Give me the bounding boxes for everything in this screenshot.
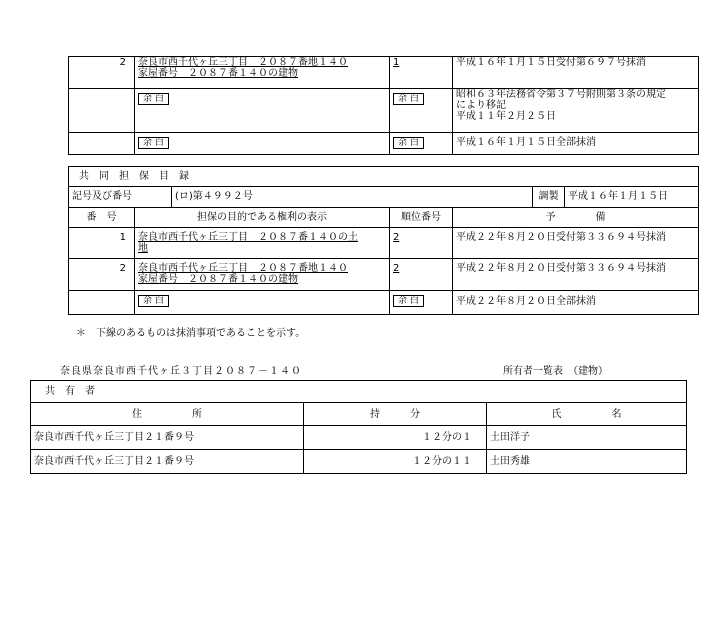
remarks: 平成１６年１月１５日全部抹消	[453, 133, 699, 155]
blank-stamp: 余 白	[138, 295, 169, 307]
remarks	[453, 89, 699, 133]
owner-address: 奈良市西千代ヶ丘三丁目２１番９号	[31, 426, 304, 450]
order-number	[390, 133, 453, 155]
owner-group-row	[31, 381, 687, 403]
description-line: 地	[138, 243, 148, 254]
owner-name: 土田洋子	[487, 426, 687, 450]
owner-name: 土田秀雄	[487, 450, 687, 474]
owner-row	[31, 450, 687, 474]
header-remarks: 予 備	[453, 208, 699, 228]
blank-stamp: 余 白	[138, 93, 169, 105]
record-label: 記号及び番号	[69, 187, 172, 208]
owner-table	[30, 380, 687, 474]
table-row	[69, 259, 699, 291]
owner-address: 奈良市西千代ヶ丘三丁目２１番９号	[31, 450, 304, 474]
header-num: 番 号	[69, 208, 135, 228]
table-row	[69, 57, 699, 89]
remarks: 平成２２年８月２０日全部抹消	[453, 291, 699, 315]
record-value: (ロ)第４９９２号	[172, 187, 533, 208]
remarks: 平成２２年８月２０日受付第３３６９４号抹消	[453, 228, 699, 259]
row-number	[69, 133, 135, 155]
blank-stamp: 余 白	[393, 137, 424, 149]
collateral-table	[68, 166, 699, 315]
owner-share: １２分の１	[304, 426, 487, 450]
remarks: 平成２２年８月２０日受付第３３６９４号抹消	[453, 259, 699, 291]
order-number	[390, 228, 453, 259]
order-number	[390, 259, 453, 291]
header-row	[69, 208, 699, 228]
owner-row	[31, 426, 687, 450]
record-row	[69, 187, 699, 208]
row-number	[69, 89, 135, 133]
prepared-value: 平成１６年１月１５日	[565, 187, 699, 208]
remarks-line: により移記	[456, 100, 506, 111]
description-line: 家屋番号 ２０８７番１４０の建物	[138, 68, 298, 79]
description-line: 家屋番号 ２０８７番１４０の建物	[138, 274, 298, 285]
right-description	[135, 291, 390, 315]
blank-stamp: 余 白	[393, 295, 424, 307]
right-description	[135, 57, 390, 89]
collateral-title-row	[69, 167, 699, 187]
table-row	[69, 228, 699, 259]
owner-header-row	[31, 403, 687, 426]
table-row	[69, 89, 699, 133]
header-description: 担保の目的である権利の表示	[135, 208, 390, 228]
remarks-line: 平成１１年２月２５日	[456, 111, 556, 122]
header-name: 氏 名	[487, 403, 687, 426]
header-address: 住 所	[31, 403, 304, 426]
description-line: 奈良市西千代ヶ丘三丁目 ２０８７番地１４０	[138, 263, 348, 274]
right-description	[135, 259, 390, 291]
remarks-line: 昭和６３年法務省令第３７号附則第３条の規定	[456, 89, 666, 100]
header-order: 順位番号	[390, 208, 453, 228]
blank-stamp: 余 白	[393, 93, 424, 105]
co-owner-label: 共 有 者	[31, 381, 687, 403]
header-share: 持 分	[304, 403, 487, 426]
prepared-label: 調製	[533, 187, 565, 208]
order-number-text: 2	[393, 263, 400, 274]
order-number	[390, 291, 453, 315]
order-number-text: 1	[393, 57, 400, 68]
right-description	[135, 228, 390, 259]
right-description	[135, 89, 390, 133]
right-description	[135, 133, 390, 155]
description-line: 奈良市西千代ヶ丘三丁目 ２０８７番１４０の土	[138, 232, 358, 243]
owner-list-title: 所有者一覧表 （建物）	[503, 366, 608, 377]
property-location: 奈良県奈良市西千代ヶ丘３丁目２０８７－１４０	[60, 366, 302, 377]
order-number	[390, 57, 453, 89]
row-number: 2	[69, 259, 135, 291]
remarks: 平成１６年１月１５日受付第６９７号抹消	[453, 57, 699, 89]
strikethrough-note: ＊ 下線のあるものは抹消事項であることを示す。	[76, 328, 306, 339]
row-number: 1	[69, 228, 135, 259]
row-number: 2	[69, 57, 135, 89]
top-register-table	[68, 56, 699, 155]
table-row	[69, 133, 699, 155]
owner-share: １２分の１１	[304, 450, 487, 474]
table-row	[69, 291, 699, 315]
blank-stamp: 余 白	[138, 137, 169, 149]
order-number	[390, 89, 453, 133]
collateral-title: 共 同 担 保 目 録	[69, 167, 699, 187]
description-line: 奈良市西千代ヶ丘三丁目 ２０８７番地１４０	[138, 57, 348, 68]
row-number	[69, 291, 135, 315]
order-number-text: 2	[393, 232, 400, 243]
